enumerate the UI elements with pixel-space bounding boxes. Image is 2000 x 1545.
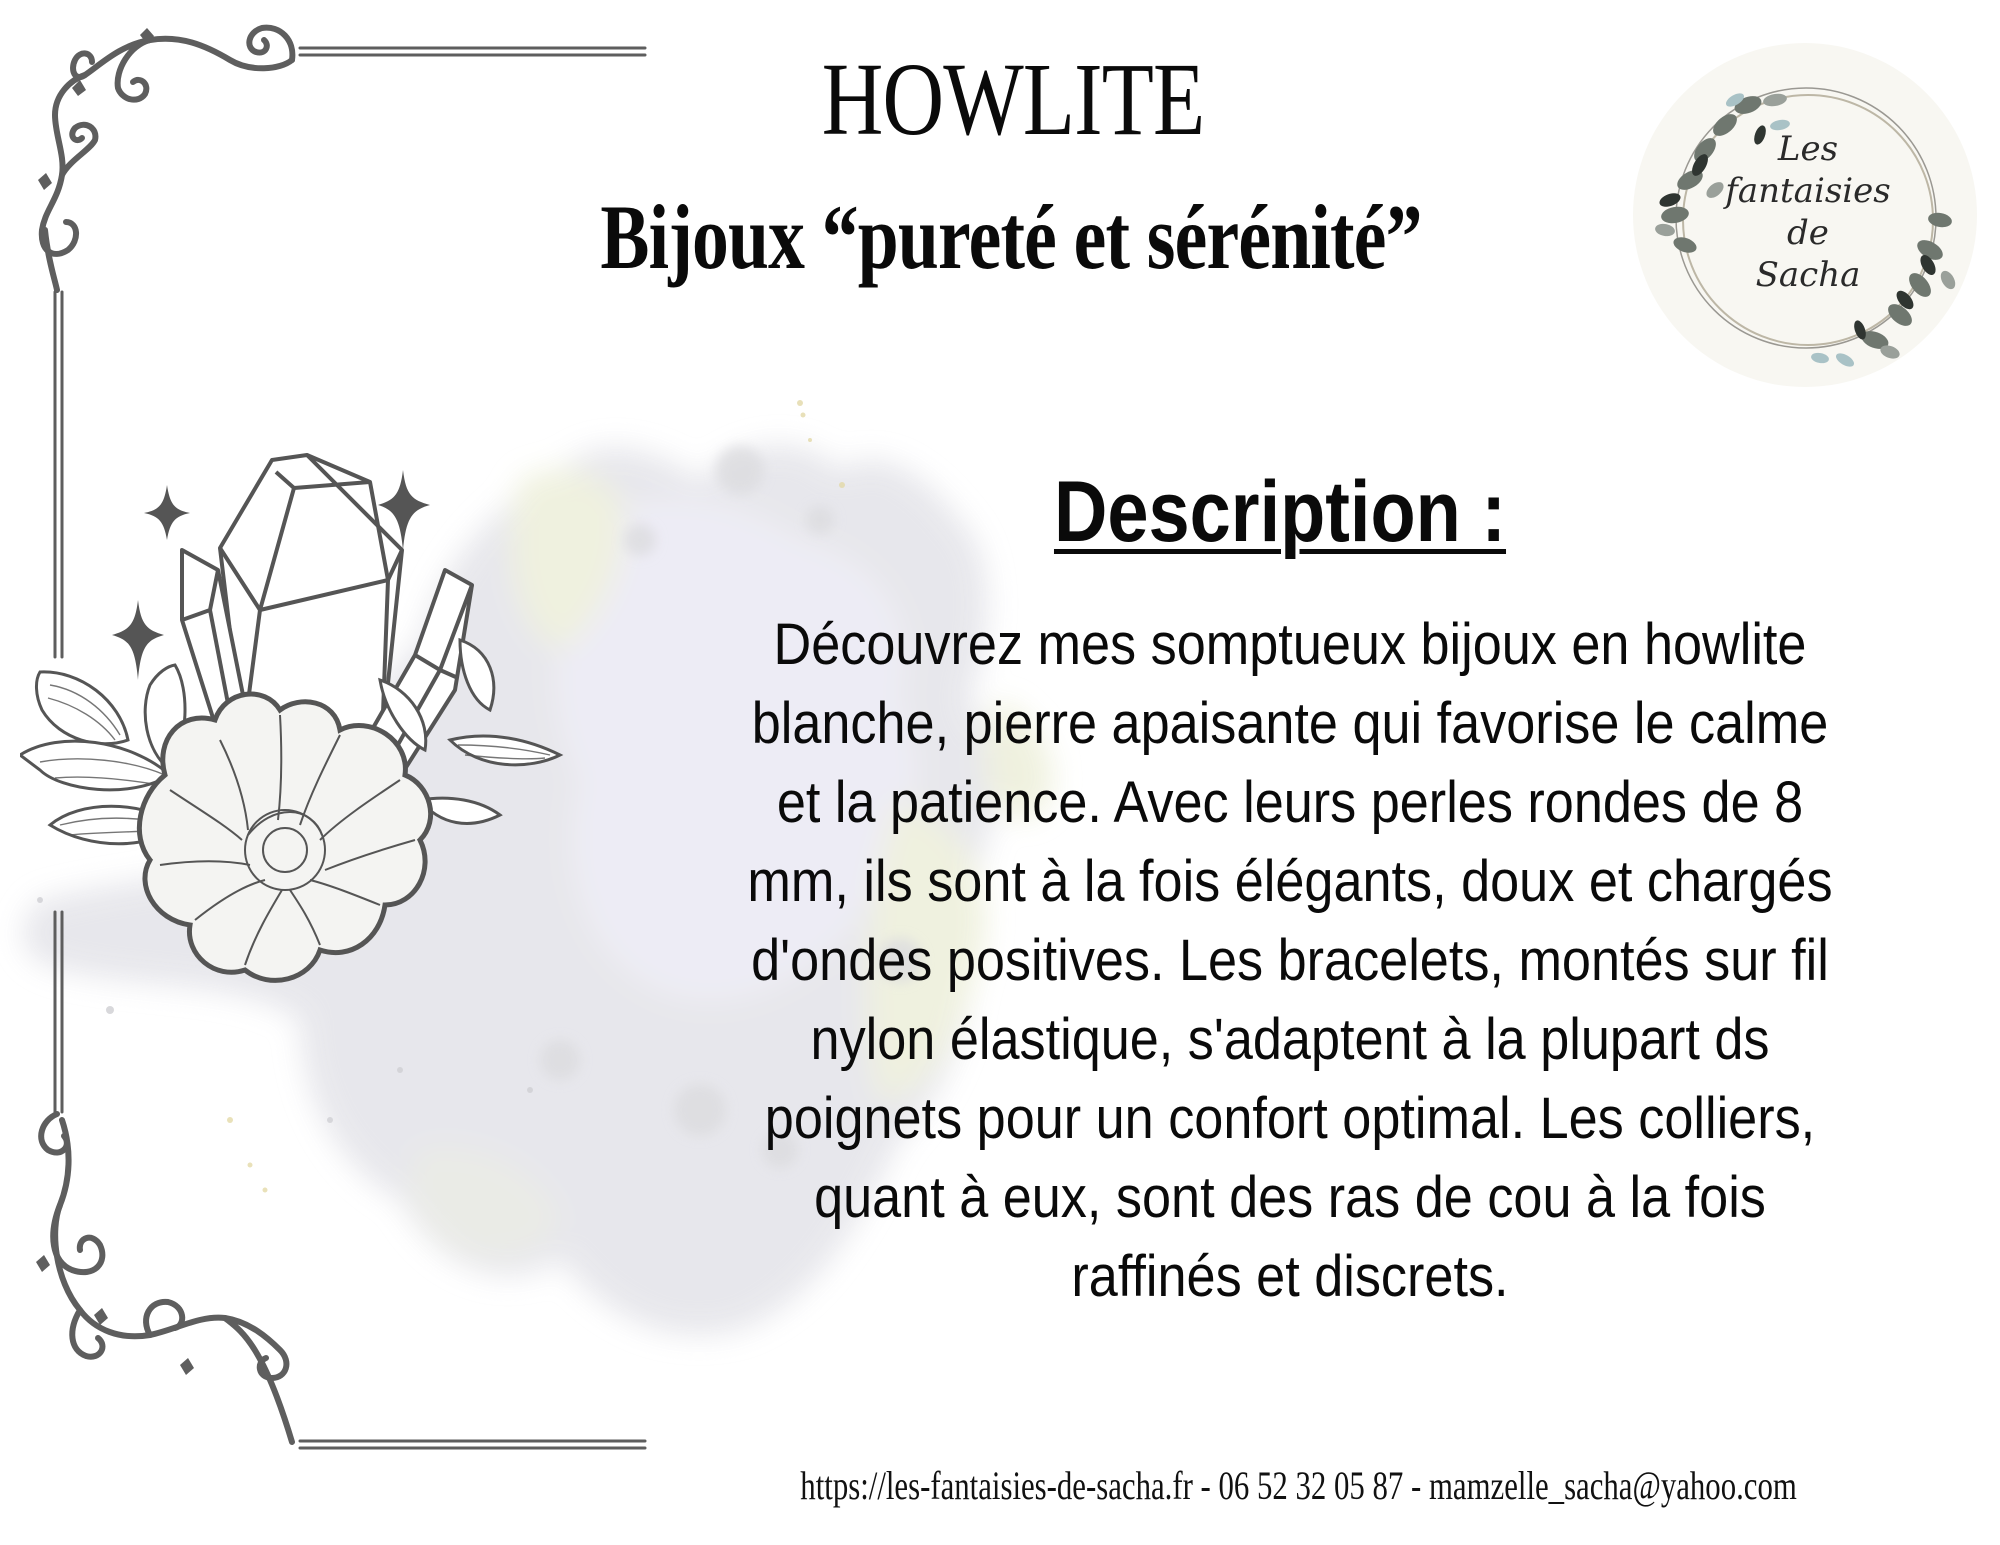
description-line: Découvrez mes somptueux bijoux en howlite <box>773 612 1807 677</box>
page-title: HOWLITE <box>821 42 1205 157</box>
description-line: blanche, pierre apaisante qui favorise le calme <box>751 691 1829 756</box>
logo-text-sacha: Sacha <box>1755 255 1861 295</box>
logo-text-les: Les <box>1777 129 1839 169</box>
description-line: d'ondes positives. Les bracelets, montés sur fil <box>751 928 1829 993</box>
brand-logo <box>1630 40 1980 390</box>
logo-text-de: de <box>1787 213 1829 253</box>
footer-contact-info: https://les-fantaisies-de-sacha.fr - 06 52 32 05 87 - mamzelle_sacha@yahoo.com <box>800 1463 1797 1508</box>
page-subtitle: Bijoux “pureté et sérénité” <box>600 186 1422 288</box>
bottom-left-corner-ornament <box>41 1114 292 1442</box>
description-line: poignets pour un confort optimal. Les colliers, <box>764 1086 1816 1151</box>
crystal-flower-illustration-icon <box>20 440 640 1060</box>
logo-text-fantaisies: fantaisies <box>1725 171 1891 211</box>
description-heading: Description : <box>1053 464 1507 560</box>
description-line: mm, ils sont à la fois élégants, doux et chargés <box>747 849 1833 914</box>
description-body <box>640 605 1940 1316</box>
description-line: nylon élastique, s'adaptent à la plupart ds <box>810 1007 1770 1072</box>
description-line: et la patience. Avec leurs perles rondes de 8 <box>776 770 1804 835</box>
description-line: raffinés et discrets. <box>1071 1244 1509 1309</box>
description-line: quant à eux, sont des ras de cou à la fois <box>814 1165 1766 1230</box>
